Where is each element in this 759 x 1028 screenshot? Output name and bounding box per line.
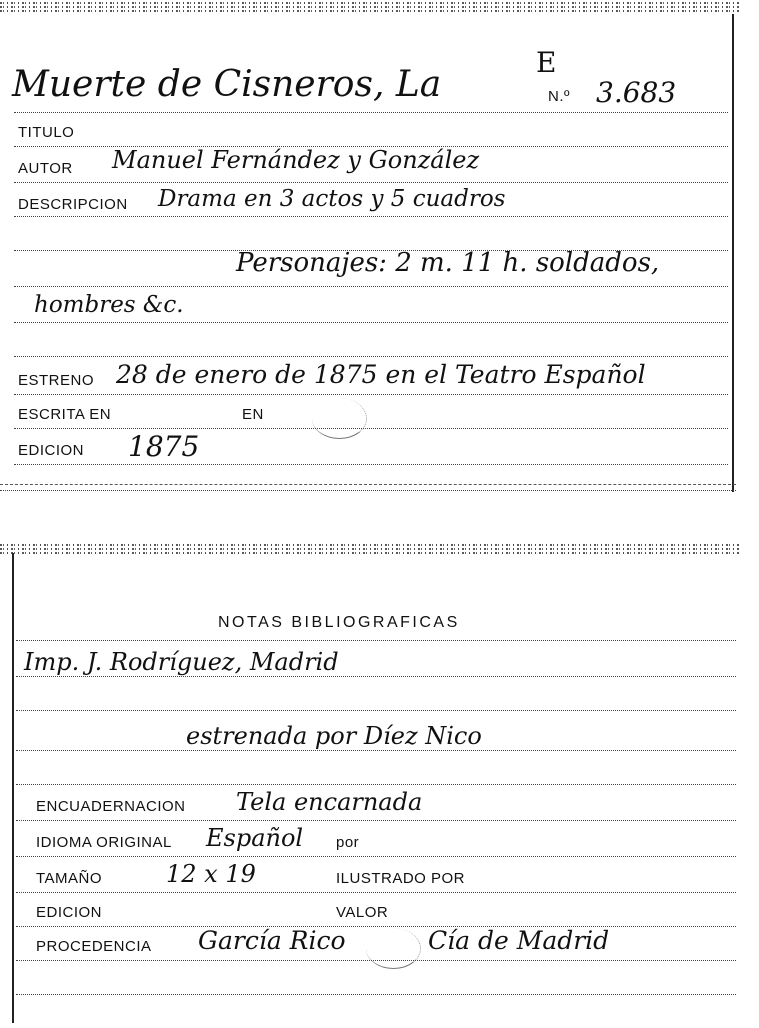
label-encuadernacion: ENCUADERNACION bbox=[36, 798, 186, 815]
rule-line bbox=[16, 960, 736, 961]
card-bottom-edge bbox=[0, 490, 736, 491]
rule-line bbox=[14, 182, 728, 183]
label-descripcion: DESCRIPCION bbox=[18, 196, 128, 213]
rule-line bbox=[16, 750, 736, 751]
rule-line bbox=[14, 322, 728, 323]
value-encuadernacion: Tela encarnada bbox=[236, 788, 423, 816]
label-ilustrado-por: ILUSTRADO POR bbox=[336, 870, 466, 887]
label-idioma-original: IDIOMA ORIGINAL bbox=[36, 834, 172, 851]
rule-line bbox=[16, 820, 736, 821]
rule-line bbox=[14, 428, 728, 429]
value-personajes-cont: hombres &c. bbox=[34, 292, 184, 318]
rule-line bbox=[16, 710, 736, 711]
note-imprenta: Imp. J. Rodríguez, Madrid bbox=[24, 648, 339, 676]
rule-line bbox=[16, 994, 736, 995]
label-estreno: ESTRENO bbox=[18, 372, 95, 389]
paper-smudge bbox=[366, 928, 421, 969]
note-estrenada: estrenada por Díez Nico bbox=[186, 722, 482, 750]
corner-mark: E bbox=[536, 46, 557, 79]
rule-line bbox=[16, 892, 736, 893]
rule-line bbox=[16, 926, 736, 927]
card-bottom-edge bbox=[0, 484, 736, 485]
label-escrita-en: ESCRITA EN bbox=[18, 406, 112, 423]
rule-line bbox=[14, 216, 728, 217]
label-titulo: TITULO bbox=[18, 124, 75, 141]
notas-heading: NOTAS BIBLIOGRAFICAS bbox=[218, 614, 460, 631]
rule-line bbox=[14, 356, 728, 357]
rule-line bbox=[16, 676, 736, 677]
value-estreno: 28 de enero de 1875 en el Teatro Español bbox=[116, 360, 646, 389]
rule-line bbox=[16, 856, 736, 857]
rule-line bbox=[14, 286, 728, 287]
label-edicion-2: EDICION bbox=[36, 904, 103, 921]
value-tamano: 12 x 19 bbox=[166, 860, 256, 888]
title-handwritten: Muerte de Cisneros, La bbox=[12, 64, 442, 105]
number-label: N.º bbox=[548, 88, 570, 105]
rule-line bbox=[14, 112, 728, 113]
label-procedencia: PROCEDENCIA bbox=[36, 938, 152, 955]
rule-line bbox=[14, 394, 728, 395]
value-edicion: 1875 bbox=[128, 430, 200, 463]
label-autor: AUTOR bbox=[18, 160, 73, 177]
value-descripcion: Drama en 3 actos y 5 cuadros bbox=[158, 186, 506, 212]
label-edicion: EDICION bbox=[18, 442, 85, 459]
paper-smudge bbox=[312, 398, 367, 439]
value-idioma-original: Español bbox=[206, 824, 304, 852]
rule-line bbox=[16, 784, 736, 785]
rule-line bbox=[14, 464, 728, 465]
label-en: EN bbox=[242, 406, 264, 423]
value-autor: Manuel Fernández y González bbox=[112, 146, 480, 174]
value-procedencia-cont: Cía de Madrid bbox=[428, 926, 610, 955]
label-por: por bbox=[336, 834, 360, 851]
value-personajes: Personajes: 2 m. 11 h. soldados, bbox=[236, 248, 660, 278]
label-valor: VALOR bbox=[336, 904, 389, 921]
label-tamano: TAMAÑO bbox=[36, 870, 103, 887]
scan-edge-top bbox=[0, 0, 740, 14]
value-procedencia: García Rico bbox=[198, 926, 346, 955]
number-value: 3.683 bbox=[596, 76, 677, 109]
rule-line bbox=[16, 640, 736, 641]
